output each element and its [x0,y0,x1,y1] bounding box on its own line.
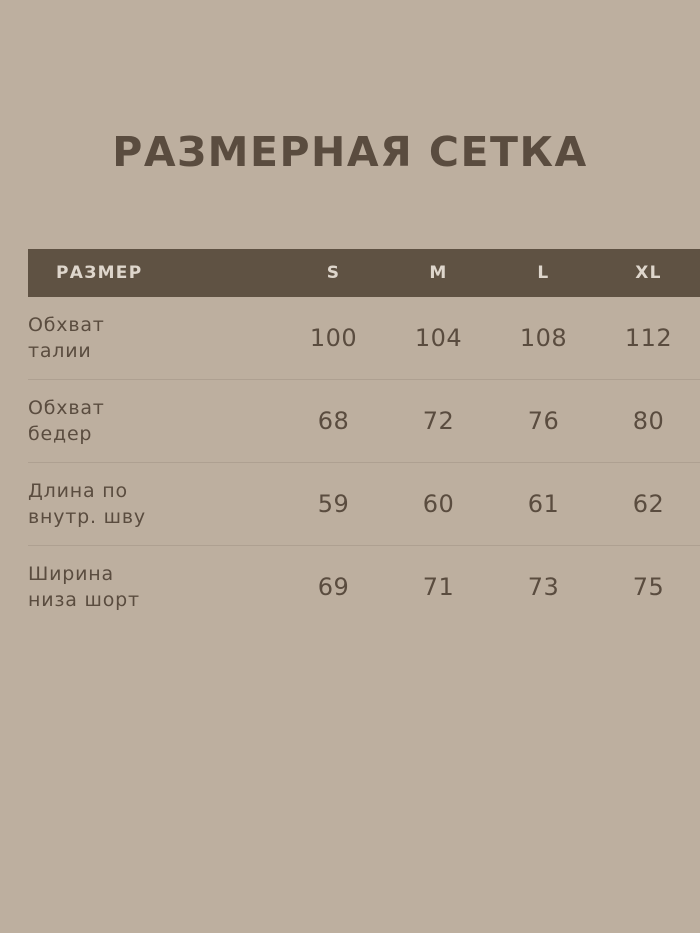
row-label-hips [28,380,281,463]
column-header-xl: XL [635,263,662,283]
cell-inseam-xl: 62 [596,463,700,546]
cell-hips-xl: 80 [596,380,700,463]
cell-inseam-l: 61 [491,463,596,546]
cell-hem-width-xl: 75 [632,573,665,601]
cell-waist-l: 108 [491,297,596,380]
row-label-hem-width [28,546,281,629]
cell-hips-m: 72 [386,380,491,463]
row-label-line1: Ширина [28,563,114,585]
row-label-line2: бедер [28,423,93,445]
table-header-row [28,249,700,297]
size-table-container [28,249,673,628]
row-label-line1: Длина по [28,480,128,502]
cell-hem-width-m: 71 [422,573,455,601]
cell-waist-m: 104 [386,297,491,380]
table-header [28,249,700,297]
size-table [28,249,700,628]
table-row [28,546,700,629]
cell-hips-s: 68 [281,380,386,463]
column-header-s: S [326,263,341,283]
cell-hips-l: 76 [491,380,596,463]
cell-hem-width-l: 73 [527,573,560,601]
column-header-measure: РАЗМЕР [56,263,143,283]
row-label-line1: Обхват [28,397,105,419]
row-label-waist [28,297,281,380]
column-header-m: M [429,263,448,283]
row-label-line2: низа шорт [28,589,140,611]
cell-inseam-s: 59 [281,463,386,546]
page-title: РАЗМЕРНАЯ СЕТКА [112,128,588,176]
table-body [28,297,700,628]
cell-inseam-m: 60 [386,463,491,546]
cell-waist-s: 100 [281,297,386,380]
row-label-line2: внутр. шву [28,506,146,528]
cell-hem-width-s: 69 [317,573,350,601]
cell-waist-xl: 112 [596,297,700,380]
table-row [28,463,700,546]
row-label-line1: Обхват [28,314,105,336]
table-row [28,297,700,380]
table-row [28,380,700,463]
row-label-line2: талии [28,340,92,362]
row-label-inseam [28,463,281,546]
column-header-l: L [537,263,550,283]
